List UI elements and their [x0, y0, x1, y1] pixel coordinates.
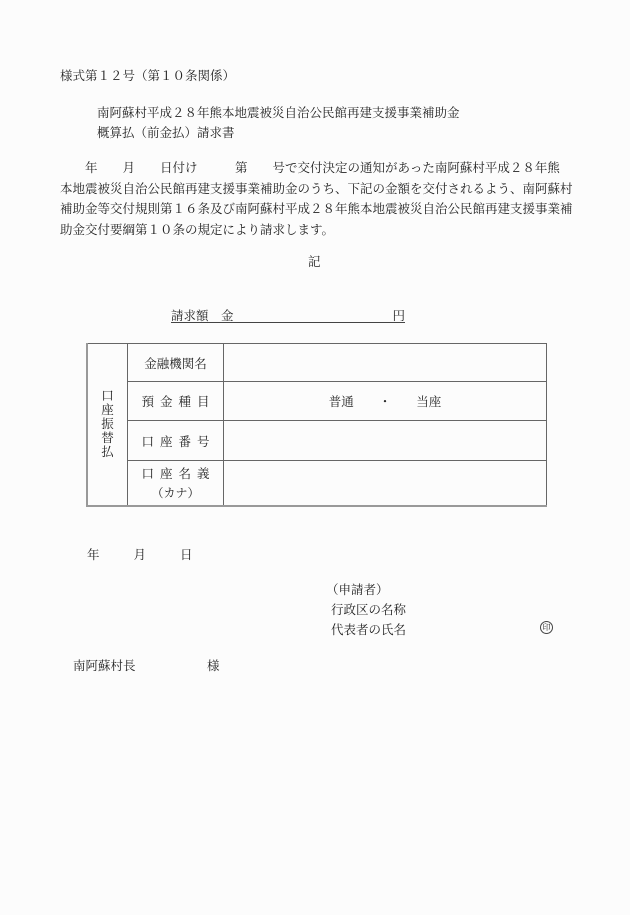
vertical-char: 座: [101, 402, 114, 418]
kana-note: （カナ）: [151, 486, 200, 501]
body-line: 補助金等交付規則第１６条及び南阿蘇村平成２８年熊本地震被災自治公民館再建支援事業補: [60, 201, 573, 216]
bank-name-label: 金融機関名: [128, 344, 224, 382]
ki-heading: 記: [308, 254, 321, 269]
applicant-heading: （申請者）: [326, 582, 389, 597]
label-text: 預金種目: [141, 394, 216, 409]
body-line: 年 月 日付け 第 号で交付決定の通知があった南阿蘇村平成２８年熊: [60, 160, 560, 175]
submission-date[interactable]: [87, 545, 192, 563]
district-name-label: 行政区の名称: [331, 602, 407, 617]
account-number-label: [128, 421, 224, 461]
amount-kin: 金: [221, 308, 234, 323]
label-text: 口座名義: [141, 466, 216, 482]
label-text: 口座番号: [141, 433, 216, 449]
account-holder-field[interactable]: [224, 461, 547, 506]
request-body-paragraph: [60, 158, 573, 240]
account-holder-label: [128, 461, 224, 506]
vertical-char: 振: [101, 416, 114, 432]
form-number: 様式第１２号（第１０条関係）: [60, 68, 236, 83]
date-day: 日: [179, 547, 193, 562]
representative-name-label: 代表者の氏名: [331, 622, 407, 637]
vertical-char: 払: [101, 444, 114, 460]
body-line: 助金交付要綱第１０条の規定により請求します。: [60, 221, 335, 237]
addressee-honorific: 様: [207, 658, 220, 673]
account-transfer-label: [87, 344, 128, 506]
vertical-char: 口: [101, 388, 114, 404]
account-number-field[interactable]: [224, 421, 547, 461]
vertical-char: 替: [101, 430, 114, 446]
bank-name-field[interactable]: [224, 344, 547, 382]
seal-icon: 印: [540, 621, 553, 634]
deposit-type-field[interactable]: 普通 ・ 当座: [224, 382, 547, 421]
request-amount-field[interactable]: [171, 306, 405, 323]
bank-account-table: [86, 343, 547, 507]
date-year: 年: [87, 547, 100, 562]
document-title-line2: 概算払（前金払）請求書: [97, 125, 235, 140]
document-title-line1: 南阿蘇村平成２８年熊本地震被災自治公民館再建支援事業補助金: [97, 105, 460, 120]
deposit-type-label: [128, 382, 224, 421]
date-month: 月: [133, 547, 146, 562]
amount-unit: 円: [392, 308, 405, 323]
body-line: 本地震被災自治公民館再建支援事業補助金のうち、下記の金額を交付されるよう、南阿蘇村: [60, 180, 573, 196]
addressee-name: 南阿蘇村長: [73, 658, 136, 673]
amount-label: 請求額: [171, 308, 209, 323]
